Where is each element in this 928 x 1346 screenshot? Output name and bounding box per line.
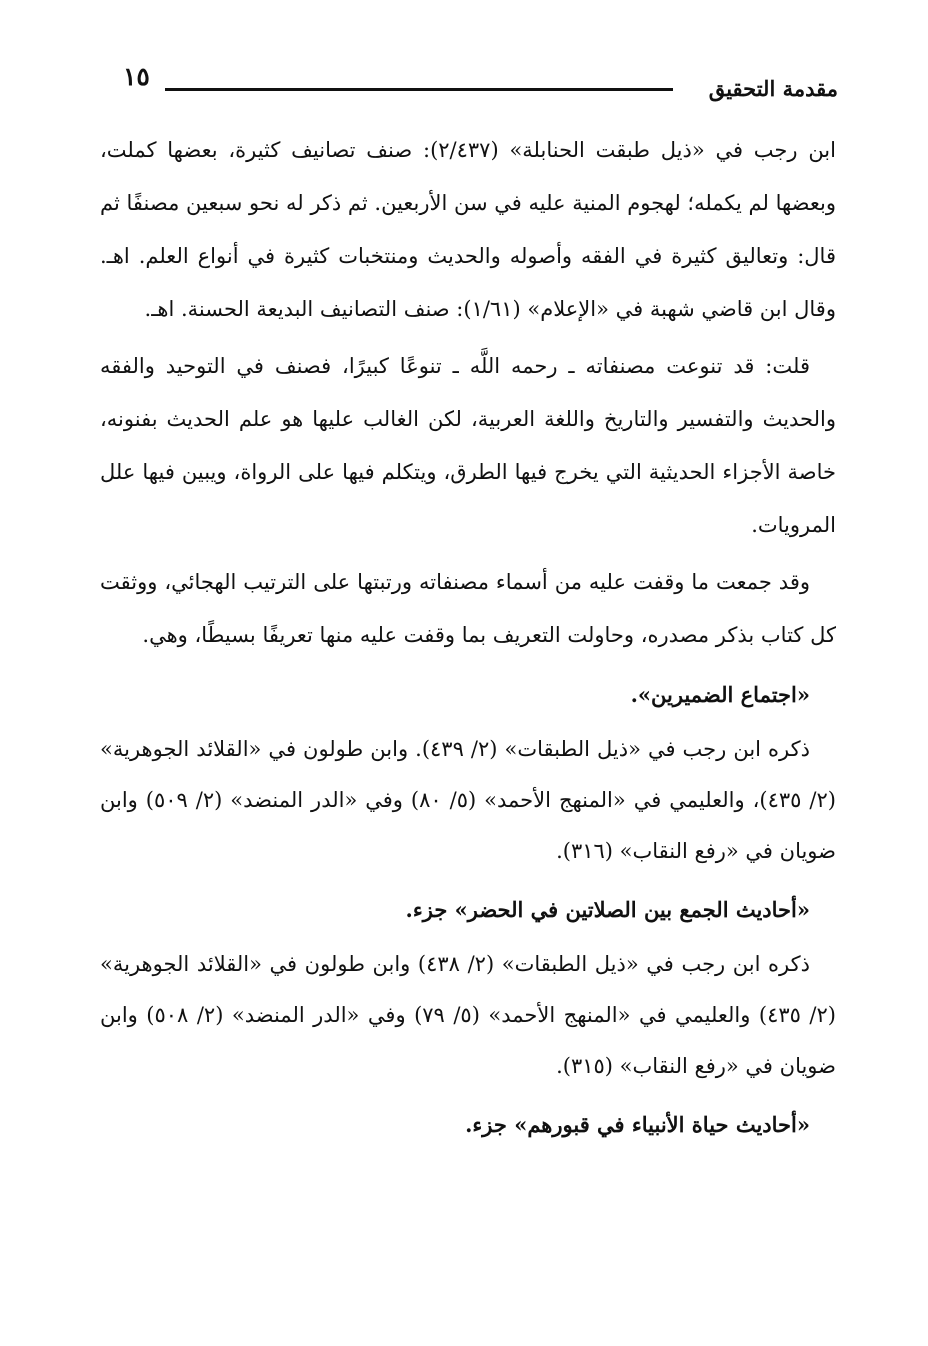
header-rule xyxy=(165,88,673,91)
entry-title-1: «اجتماع الضميرين». xyxy=(630,682,810,707)
entry-title-3: «أحاديث حياة الأنبياء في قبورهم» جزء. xyxy=(465,1112,810,1137)
entry-title-2: «أحاديث الجمع بين الصلاتين في الحضر» جزء. xyxy=(405,897,810,922)
page-body xyxy=(100,124,836,1154)
entry-body-1: ذكره ابن رجب في «ذيل الطبقات» (٢/ ٤٣٩). وابن طولون في «القلائد الجوهرية» (٢/ ٤٣٥)، والعليمي في «المنهج الأحمد» (٥/ ٨٠) وفي «الدر المنضد» (٢/ ٥٠٩) وابن ضويان في «رفع النقاب» (٣١٦). xyxy=(100,737,836,863)
page-number: ١٥ xyxy=(123,62,150,91)
paragraph-3: وقد جمعت ما وقفت عليه من أسماء مصنفاته ورتبتها على الترتيب الهجائي، ووثقت كل كتاب بذكر مصدره، وحاولت التعريف بما وقفت عليه منها تعريفًا بسيطًا، وهي. xyxy=(100,570,836,647)
entry-body-2: ذكره ابن رجب في «ذيل الطبقات» (٢/ ٤٣٨) وابن طولون في «القلائد الجوهرية» (٢/ ٤٣٥) والعليمي في «المنهج الأحمد» (٥/ ٧٩) وفي «الدر المنضد» (٢/ ٥٠٨) وابن ضويان في «رفع النقاب» (٣١٥). xyxy=(100,952,836,1078)
page-header xyxy=(105,58,838,108)
paragraph-1: ابن رجب في «ذيل طبقت الحنابلة» (٢/٤٣٧): صنف تصانيف كثيرة، بعضها كملت، وبعضها لم يكمله؛ لهجوم المنية عليه في سن الأربعين. ثم ذكر له نحو سبعين مصنفًا ثم قال: وتعاليق كثيرة في الفقه وأصوله والحديث ومنتخبات كثيرة في أنواع العلم. اهـ. وقال ابن قاضي شهبة في «الإعلام» (١/٦١): صنف التصانيف البديعة الحسنة. اهـ. xyxy=(100,138,836,321)
paragraph-2: قلت: قد تنوعت مصنفاته ـ رحمه اللَّه ـ تنوعًا كبيرًا، فصنف في التوحيد والفقه والحديث والتفسير والتاريخ واللغة العربية، لكن الغالب عليها هو علم الحديث بفنونه، خاصة الأجزاء الحديثية التي يخرج فيها الطرق، ويتكلم فيها على الرواة، ويبين فيها علل المرويات. xyxy=(100,354,836,537)
running-title: مقدمة التحقيق xyxy=(708,76,838,101)
